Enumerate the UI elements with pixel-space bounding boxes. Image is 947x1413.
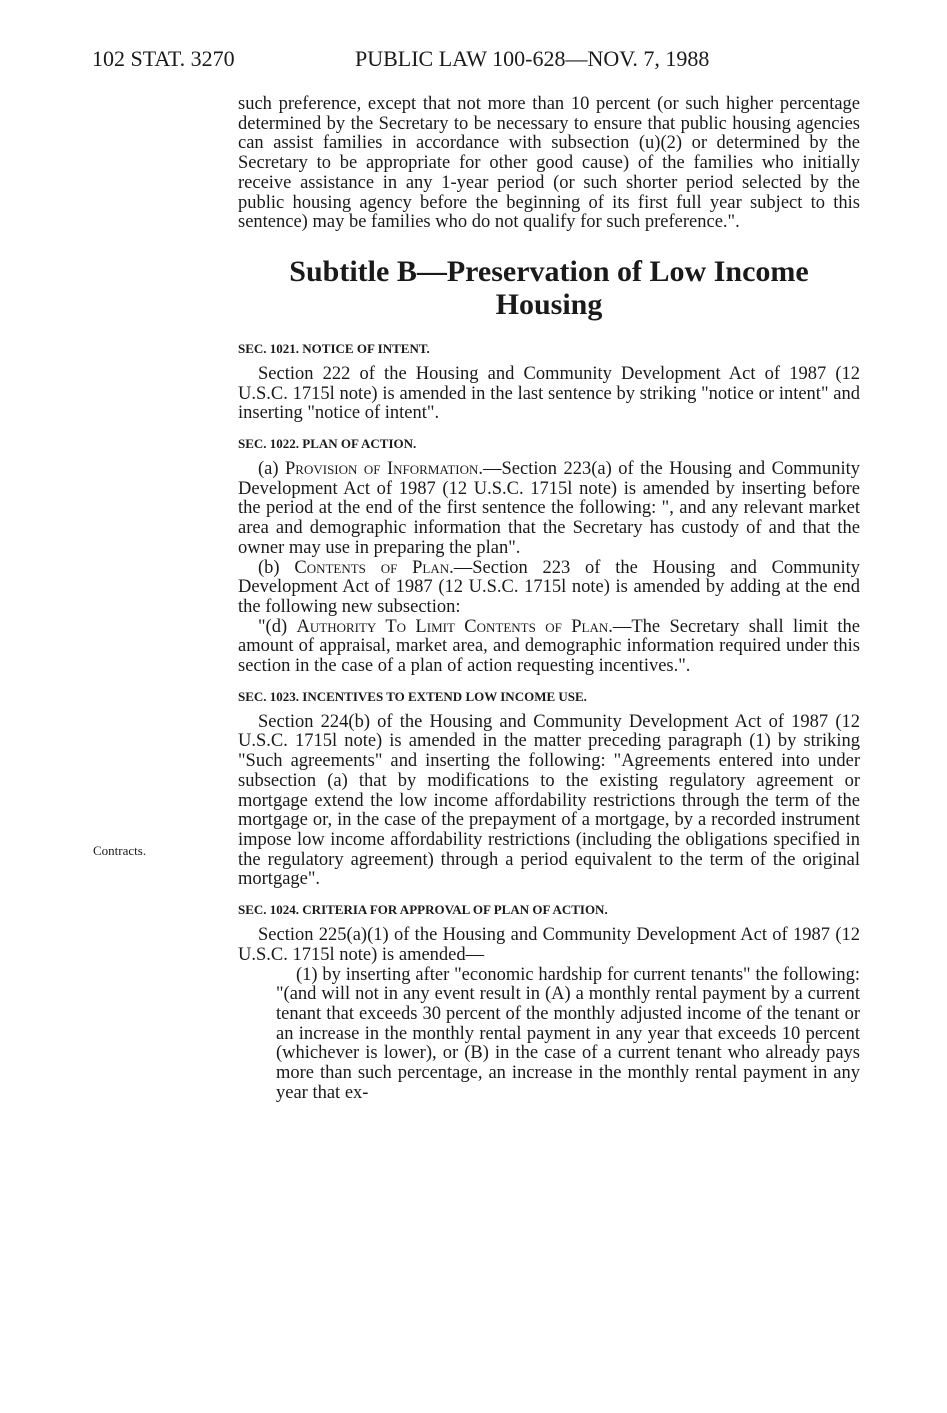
margin-note: Contracts.	[93, 843, 147, 858]
section-heading-1024: SEC. 1024. CRITERIA FOR APPROVAL OF PLAN OF ACTION.	[238, 902, 608, 918]
subsection-a-body: —Section 223(a) of the Housing and Community Development Act of 1987 (12 U.S.C. 1715l note) is amended by inserting before the period at the end of the first sentence the following: ", and any relevant market area and demographic information that the Secretary has custody of and that the owner may use in preparing the plan".	[238, 459, 860, 558]
page-body	[238, 95, 860, 1103]
subsection-b-body: —Section 223 of the Housing and Community Development Act of 1987 (12 U.S.C. 1715l note) is amended by adding at the end the following new subsection:	[238, 557, 860, 617]
section-heading-1022: SEC. 1022. PLAN OF ACTION.	[238, 436, 417, 452]
subsection-a-caption: Provision of Information.	[285, 459, 484, 480]
section-1022-b	[238, 559, 860, 618]
subtitle-line-1: Subtitle B—Preservation of Low Income	[289, 254, 809, 288]
subsection-a-label: (a)	[258, 459, 286, 480]
section-heading-1023: SEC. 1023. INCENTIVES TO EXTEND LOW INCOME USE.	[238, 688, 587, 704]
section-1024-body: Section 225(a)(1) of the Housing and Community Development Act of 1987 (12 U.S.C. 1715l note) is amended—	[238, 925, 860, 965]
section-heading-1021: SEC. 1021. NOTICE OF INTENT.	[238, 340, 430, 356]
subtitle-line-2: Housing	[495, 287, 603, 321]
intro-paragraph: such preference, except that not more than 10 percent (or such higher percentage determined by the Secretary to be necessary to ensure that public housing agencies can assist families in accordance with subsection (u)(2) or determined by the Secretary to be appropriate for other good cause) of the families who initially receive assistance in any 1-year period (or such shorter period selected by the public housing agency before the beginning of its first full year subject to this sentence) may be families who do not qualify for such preference.".	[238, 94, 860, 233]
section-1021-body: Section 222 of the Housing and Community Development Act of 1987 (12 U.S.C. 1715l note) is amended in the last sentence by striking "notice or intent" and inserting "notice of intent".	[238, 363, 860, 424]
section-1023-body: Section 224(b) of the Housing and Community Development Act of 1987 (12 U.S.C. 1715l note) is amended in the matter preceding paragraph (1) by striking "Such agreements" and inserting the following: "Agreements entered into under subsection (a) that by modifications to the existing regulatory agreement or mortgage extend the low income affordability restrictions through the term of the mortgage or, in the case of the prepayment of a mortgage, by a recorded instrument impose low income affordability restrictions (including the obligations specified in the regulatory agreement) through a period equivalent to the term of the original mortgage".	[238, 711, 860, 890]
subtitle-heading	[238, 255, 860, 321]
subsection-b-caption: Contents of Plan.	[294, 557, 454, 578]
section-1024-item-1: (1) by inserting after "economic hardship for current tenants" the following: "(and will not in any event result in (A) a monthly rental payment by a current tenant that exceeds 30 percent of the monthly adjusted income of the tenant or an increase in the monthly rental payment in any year that exceeds 10 percent (whichever is lower), or (B) in the case of a current tenant who already pays more than such percentage, an increase in the monthly rental payment in any year that ex-	[276, 964, 860, 1103]
running-title: PUBLIC LAW 100-628—NOV. 7, 1988	[355, 46, 710, 71]
section-1022-d	[238, 618, 860, 677]
subsection-d-body: —The Secretary shall limit the amount of appraisal, market area, and demographic information required under this section in the case of a plan of action requesting incentives.".	[238, 616, 860, 677]
subsection-d-label: "(d)	[258, 616, 297, 637]
subsection-b-label: (b)	[258, 557, 295, 578]
section-1022-a	[238, 460, 860, 559]
page-reference: 102 STAT. 3270	[92, 46, 235, 71]
subsection-d-caption: Authority To Limit Contents of Plan.	[296, 616, 613, 637]
page-header	[0, 46, 947, 76]
